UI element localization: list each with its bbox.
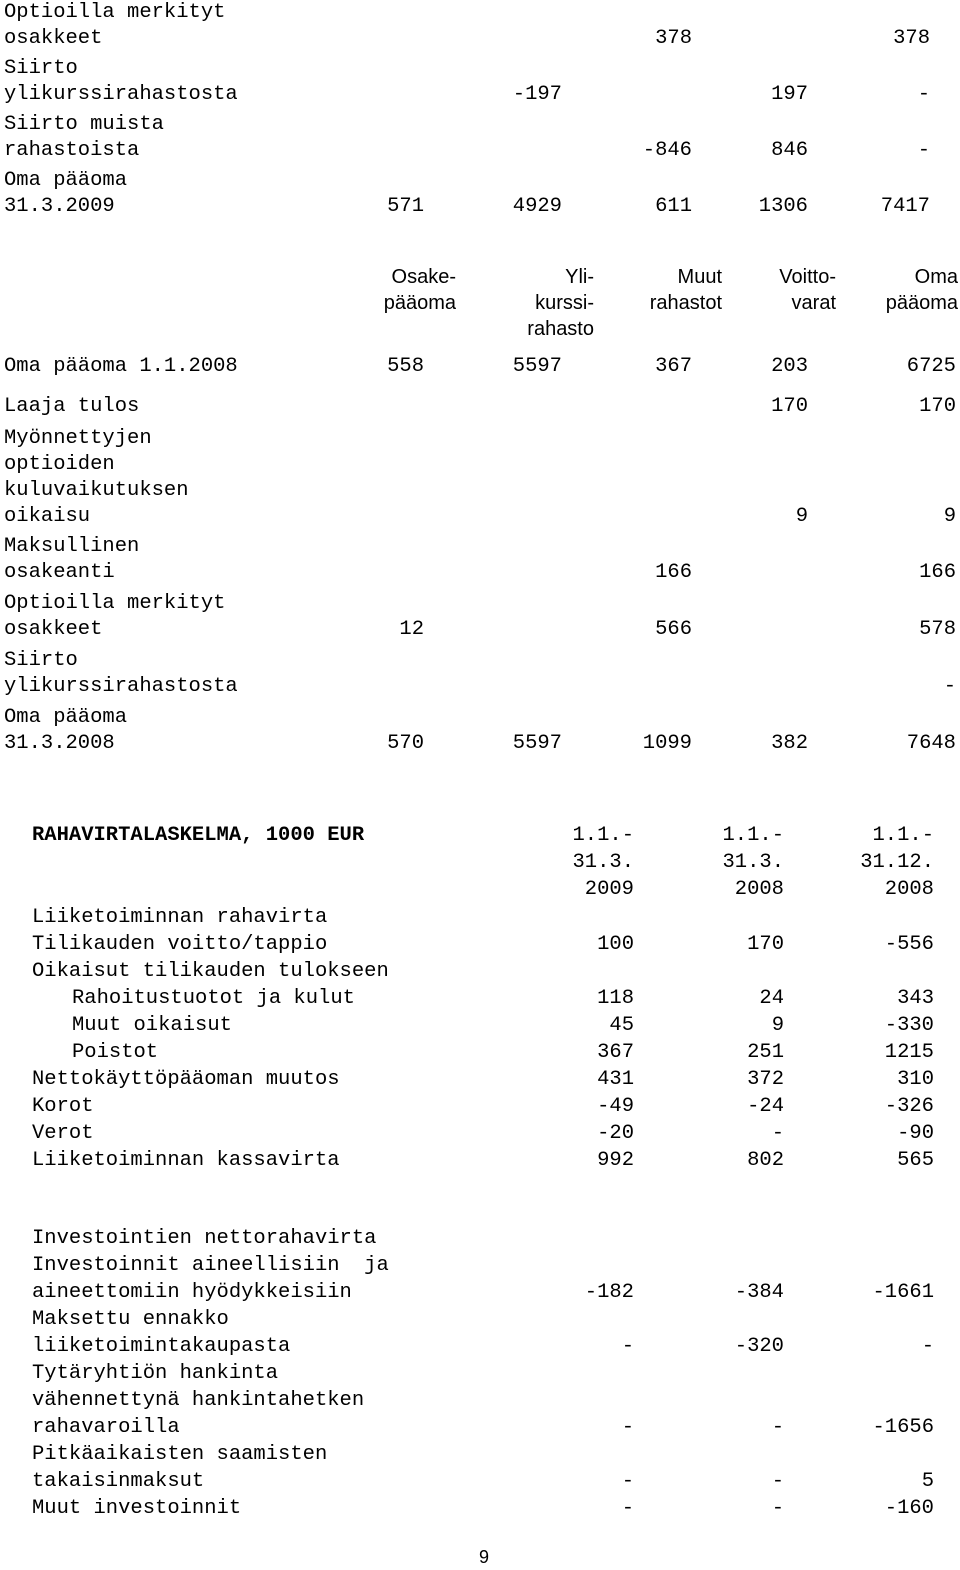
period-header: 2008 xyxy=(734,878,784,901)
cell-voitto: 197 xyxy=(771,83,808,106)
cell-oma: 166 xyxy=(919,561,956,584)
cell-osake: 570 xyxy=(387,732,424,755)
row-label: Optioilla merkityt xyxy=(4,592,226,615)
investment-value: - xyxy=(621,1497,634,1520)
cashflow-value: 310 xyxy=(897,1068,934,1091)
investment-value: -320 xyxy=(734,1335,784,1358)
cell-yli: -197 xyxy=(512,83,562,106)
investment-label: vähennettynä hankintahetken xyxy=(32,1389,365,1412)
investment-value: -182 xyxy=(584,1281,634,1304)
period-header: 31.3. xyxy=(572,851,634,874)
cell-muut: 166 xyxy=(655,561,692,584)
cashflow-label: Nettokäyttöpääoman muutos xyxy=(32,1068,340,1091)
col-header-yli: Yli- xyxy=(565,266,594,288)
cell-oma: 9 xyxy=(943,505,956,528)
cell-voitto: 1306 xyxy=(758,195,808,218)
cashflow-label: Verot xyxy=(32,1122,94,1145)
row-label: osakkeet xyxy=(4,618,103,641)
cashflow-value: -330 xyxy=(884,1014,934,1037)
row-label: Optioilla merkityt xyxy=(4,1,226,24)
row-label: Siirto xyxy=(4,649,78,672)
row-label: osakkeet xyxy=(4,27,103,50)
cell-oma: 7648 xyxy=(906,732,956,755)
row-label: ylikurssirahastosta xyxy=(4,675,238,698)
cashflow-value: 118 xyxy=(597,987,634,1010)
cashflow-value: -90 xyxy=(897,1122,934,1145)
cell-osake: 571 xyxy=(387,195,424,218)
row-label: 31.3.2008 xyxy=(4,732,115,755)
cashflow-value: 251 xyxy=(747,1041,784,1064)
cashflow-value: -556 xyxy=(884,933,934,956)
row-label: Maksullinen xyxy=(4,535,140,558)
row-label: Siirto muista xyxy=(4,113,164,136)
period-header: 2008 xyxy=(884,878,934,901)
row-label: Oma pääoma xyxy=(4,169,128,192)
investment-label: liiketoimintakaupasta xyxy=(32,1335,291,1358)
row-label: Siirto xyxy=(4,57,78,80)
investment-label: Tytäryhtiön hankinta xyxy=(32,1362,279,1385)
cell-oma: - xyxy=(917,139,930,162)
cell-voitto: 382 xyxy=(771,732,808,755)
cell-oma: - xyxy=(943,675,956,698)
investment-value: -1661 xyxy=(872,1281,934,1304)
cell-oma: 578 xyxy=(919,618,956,641)
cell-muut: -846 xyxy=(642,139,692,162)
cell-yli: 5597 xyxy=(512,732,562,755)
cashflow-value: 367 xyxy=(597,1041,634,1064)
cell-voitto: 9 xyxy=(795,505,808,528)
cashflow-value: 24 xyxy=(759,987,784,1010)
cashflow-value: 45 xyxy=(609,1014,634,1037)
cashflow-value: 9 xyxy=(771,1014,784,1037)
investment-label: rahavaroilla xyxy=(32,1416,180,1439)
cashflow-label: Tilikauden voitto/tappio xyxy=(32,933,328,956)
investment-label: Maksettu ennakko xyxy=(32,1308,229,1331)
col-header-voitto: varat xyxy=(791,292,836,314)
row-label: Laaja tulos xyxy=(4,395,140,418)
cell-oma: 170 xyxy=(919,395,956,418)
row-label: oikaisu xyxy=(4,505,91,528)
cashflow-label: Muut oikaisut xyxy=(72,1014,232,1037)
investment-value: - xyxy=(771,1497,784,1520)
row-label: optioiden xyxy=(4,453,115,476)
cashflow-value: 565 xyxy=(897,1149,934,1172)
col-header-osake: pääoma xyxy=(383,292,456,314)
col-header-osake: Osake- xyxy=(391,266,456,288)
period-header: 31.3. xyxy=(722,851,784,874)
cell-oma: 6725 xyxy=(906,355,956,378)
row-label: Oma pääoma xyxy=(4,706,128,729)
row-label: 31.3.2009 xyxy=(4,195,115,218)
cashflow-value: 992 xyxy=(597,1149,634,1172)
investment-value: - xyxy=(621,1416,634,1439)
cell-voitto: 203 xyxy=(771,355,808,378)
cashflow-value: 1215 xyxy=(884,1041,934,1064)
cashflow-label: Liiketoiminnan kassavirta xyxy=(32,1149,340,1172)
row-label: kuluvaikutuksen xyxy=(4,479,189,502)
investment-label: Pitkäaikaisten saamisten xyxy=(32,1443,328,1466)
cell-oma: 378 xyxy=(893,27,930,50)
cell-voitto: 170 xyxy=(771,395,808,418)
col-header-oma: pääoma xyxy=(885,292,958,314)
cashflow-value: 170 xyxy=(747,933,784,956)
cell-voitto: 846 xyxy=(771,139,808,162)
investment-value: - xyxy=(771,1416,784,1439)
cashflow-value: -49 xyxy=(597,1095,634,1118)
page-number: 9 xyxy=(479,1547,490,1567)
cell-oma: 7417 xyxy=(880,195,930,218)
cell-oma: - xyxy=(917,83,930,106)
period-header: 2009 xyxy=(584,878,634,901)
investment-value: - xyxy=(771,1470,784,1493)
cell-muut: 378 xyxy=(655,27,692,50)
col-header-oma: Oma xyxy=(914,266,958,288)
row-label: Oma pääoma 1.1.2008 xyxy=(4,355,238,378)
col-header-yli: kurssi- xyxy=(535,292,594,314)
investment-label: takaisinmaksut xyxy=(32,1470,205,1493)
period-header: 1.1.- xyxy=(872,824,934,847)
row-label: rahastoista xyxy=(4,139,140,162)
cell-muut: 611 xyxy=(655,195,692,218)
cashflow-value: 372 xyxy=(747,1068,784,1091)
cell-yli: 5597 xyxy=(512,355,562,378)
investment-label: Investointien nettorahavirta xyxy=(32,1227,377,1250)
cashflow-value: 100 xyxy=(597,933,634,956)
cashflow-label: Rahoitustuotot ja kulut xyxy=(72,987,355,1010)
cell-muut: 367 xyxy=(655,355,692,378)
col-header-yli: rahasto xyxy=(527,318,594,340)
cell-yli: 4929 xyxy=(512,195,562,218)
cashflow-label: Poistot xyxy=(72,1041,159,1064)
investment-value: - xyxy=(921,1335,934,1358)
investment-label: Muut investoinnit xyxy=(32,1497,242,1520)
investment-label: Investoinnit aineellisiin ja xyxy=(32,1254,389,1277)
cashflow-label: Korot xyxy=(32,1095,94,1118)
cell-muut: 1099 xyxy=(642,732,692,755)
investment-value: -160 xyxy=(884,1497,934,1520)
row-label: Myönnettyjen xyxy=(4,427,152,450)
investment-value: -384 xyxy=(734,1281,784,1304)
cell-osake: 12 xyxy=(399,618,424,641)
cashflow-label: Oikaisut tilikauden tulokseen xyxy=(32,960,389,983)
cashflow-value: - xyxy=(771,1122,784,1145)
col-header-voitto: Voitto- xyxy=(779,266,836,288)
cell-muut: 566 xyxy=(655,618,692,641)
cashflow-value: -326 xyxy=(884,1095,934,1118)
investment-value: - xyxy=(621,1335,634,1358)
investment-label: aineettomiin hyödykkeisiin xyxy=(32,1281,352,1304)
cashflow-value: -20 xyxy=(597,1122,634,1145)
period-header: 1.1.- xyxy=(722,824,784,847)
period-header: 1.1.- xyxy=(572,824,634,847)
section-title: RAHAVIRTALASKELMA, 1000 EUR xyxy=(32,824,365,847)
cashflow-label: Liiketoiminnan rahavirta xyxy=(32,906,328,929)
period-header: 31.12. xyxy=(860,851,934,874)
col-header-muut: Muut xyxy=(677,266,722,288)
investment-value: -1656 xyxy=(872,1416,934,1439)
investment-value: 5 xyxy=(921,1470,934,1493)
row-label: ylikurssirahastosta xyxy=(4,83,238,106)
cell-osake: 558 xyxy=(387,355,424,378)
row-label: osakeanti xyxy=(4,561,115,584)
cashflow-value: 431 xyxy=(597,1068,634,1091)
cashflow-value: 802 xyxy=(747,1149,784,1172)
investment-value: - xyxy=(621,1470,634,1493)
col-header-muut: rahastot xyxy=(649,292,722,314)
cashflow-value: 343 xyxy=(897,987,934,1010)
cashflow-value: -24 xyxy=(747,1095,784,1118)
